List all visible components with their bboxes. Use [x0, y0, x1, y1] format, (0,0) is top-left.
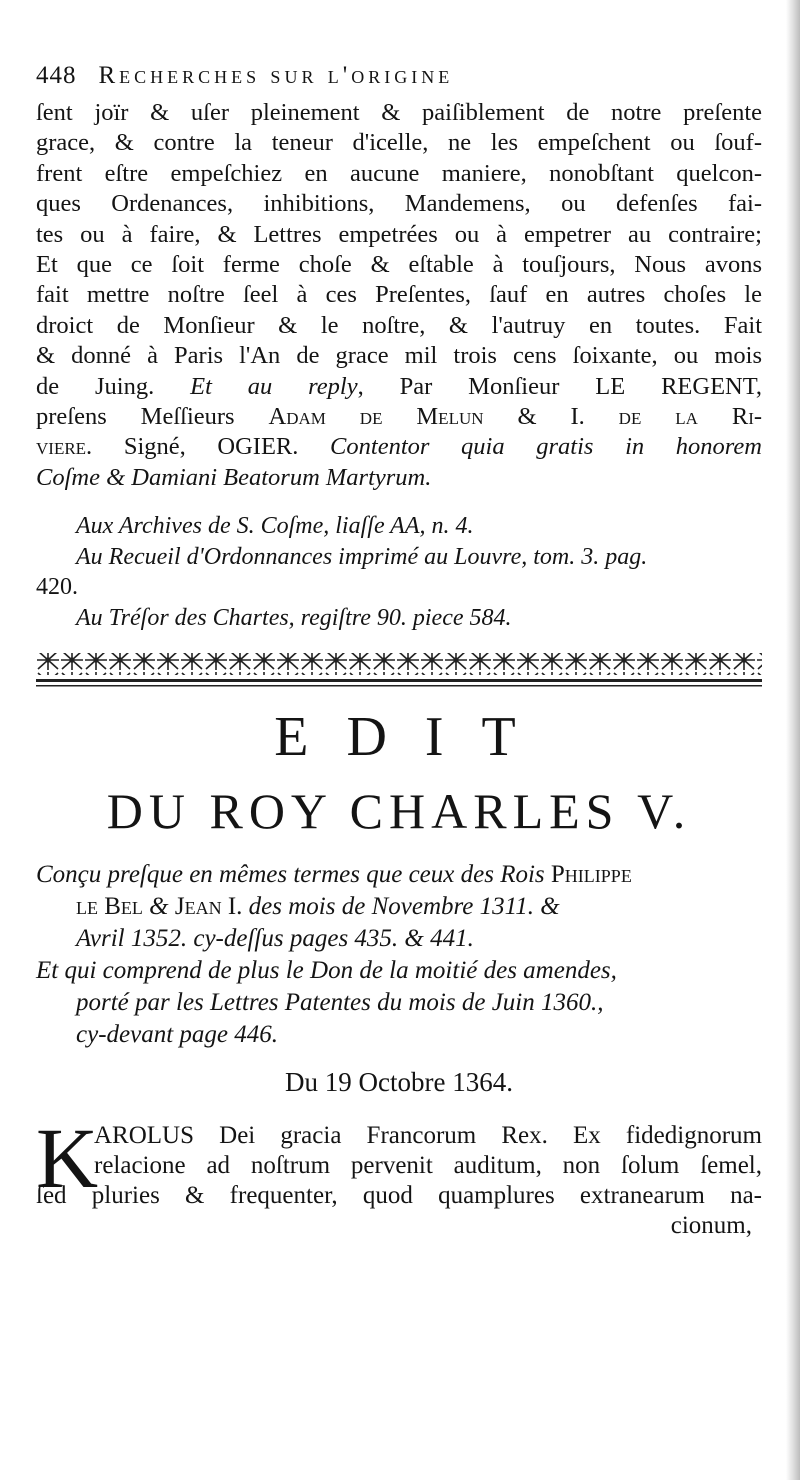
body-line: grace, & contre la teneur d'icelle, ne les empeſchent ou ſouf-	[36, 129, 762, 157]
latin-line: AROLUS Dei gracia Francorum Rex. Ex fidedignorum	[94, 1121, 762, 1149]
text-de-la-ri: de la Ri-	[618, 403, 763, 431]
body-line: & donné à Paris l'An de grace mil trois cens ſoixante, ou mois	[36, 342, 762, 370]
text-presens: preſens Meſſieurs	[36, 403, 235, 431]
latin-text	[36, 1109, 762, 1241]
body-line: tes ou à faire, & Lettres empetrées ou à empetrer au contraire;	[36, 220, 762, 248]
reference-line: Aux Archives de S. Coſme, liaſſe AA, n. 4.	[76, 513, 474, 540]
edict-date: Du 19 Octobre 1364.	[285, 1066, 513, 1097]
subtitle-amp: &	[149, 892, 169, 920]
ornament-band-icon	[36, 649, 762, 689]
subtitle-line: cy-devant page 446.	[76, 1020, 279, 1048]
text-juing: de Juing.	[36, 372, 155, 400]
references	[36, 511, 762, 633]
body-line-cosme: Coſme & Damiani Beatorum Martyrum.	[36, 463, 432, 491]
ornamental-divider	[36, 649, 762, 689]
text-reply: Et au reply	[190, 372, 358, 400]
body-line: frent eſtre empeſchiez en aucune maniere, nonobſtant quelcon-	[36, 159, 762, 187]
text-i: & I.	[517, 403, 585, 431]
latin-line: relacione ad noſtrum pervenit auditum, non ſolum ſemel,	[94, 1151, 762, 1179]
subtitle-line	[36, 859, 762, 891]
text-viere: viere.	[36, 433, 93, 461]
subtitle-l2-italic: des mois de Novembre 1311. &	[248, 892, 560, 920]
page-edge-shadow	[786, 0, 800, 1480]
subtitle-line	[36, 891, 762, 923]
body-line: ſent joïr & uſer pleinement & paiſiblement de notre preſente	[36, 99, 762, 126]
body-line: droict de Monſieur & le noſtre, & l'autruy en toutes. Fait	[36, 311, 762, 339]
drop-cap: K	[36, 1109, 99, 1206]
running-header	[36, 62, 762, 98]
subtitle	[36, 859, 762, 1051]
reference-line: Au Tréſor des Chartes, regiſtre 90. piece 584.	[76, 604, 512, 631]
roy-title: DU ROY CHARLES V.	[106, 782, 692, 839]
body-line-signe	[36, 432, 762, 462]
body-line: ques Ordenances, inhibitions, Mandemens, ou defenſes fai-	[36, 190, 762, 218]
edit-title: EDIT	[274, 705, 554, 768]
text-signe-ogier: Signé, OGIER.	[123, 433, 299, 461]
reference-line: 420.	[36, 574, 78, 601]
running-title: Recherches sur l'origine	[98, 62, 454, 89]
page-number: 448	[36, 62, 77, 89]
latin-line: cionum,	[670, 1211, 752, 1239]
subtitle-line: porté par les Lettres Patentes du mois de Juin 1360.,	[76, 988, 604, 1016]
subtitle-l1-italic: Conçu preſque en mêmes termes que ceux des Rois	[36, 860, 545, 888]
subtitle-line: Et qui comprend de plus le Don de la moitié des amendes,	[36, 956, 617, 984]
latin-line: ſed pluries & frequenter, quod quamplures extranearum na-	[36, 1181, 762, 1209]
body-line: Et que ce ſoit ferme choſe & eſtable à touſjours, Nous avons	[36, 251, 762, 279]
text-adam-de-melun: Adam de Melun	[268, 403, 484, 431]
subtitle-jean: Jean I.	[174, 892, 243, 920]
letter-body	[36, 98, 762, 493]
subtitle-line: Avril 1352. cy-deſſus pages 435. & 441.	[76, 924, 474, 952]
text-contentor: Contentor quia gratis in honorem	[330, 433, 762, 461]
body-line: fait mettre noſtre ſeel à ces Preſentes, ſauf en autres choſes le	[36, 281, 762, 309]
subtitle-l1-philippe: Philippe	[550, 860, 632, 888]
reference-line: Au Recueil d'Ordonnances imprimé au Louvre, tom. 3. pag.	[76, 543, 648, 570]
body-line-reply	[36, 372, 762, 402]
body-line-presens	[36, 402, 762, 432]
text-regent: , Par Monſieur LE REGENT,	[357, 372, 762, 400]
document-page	[36, 62, 762, 1241]
subtitle-le-bel: le Bel	[76, 892, 143, 920]
